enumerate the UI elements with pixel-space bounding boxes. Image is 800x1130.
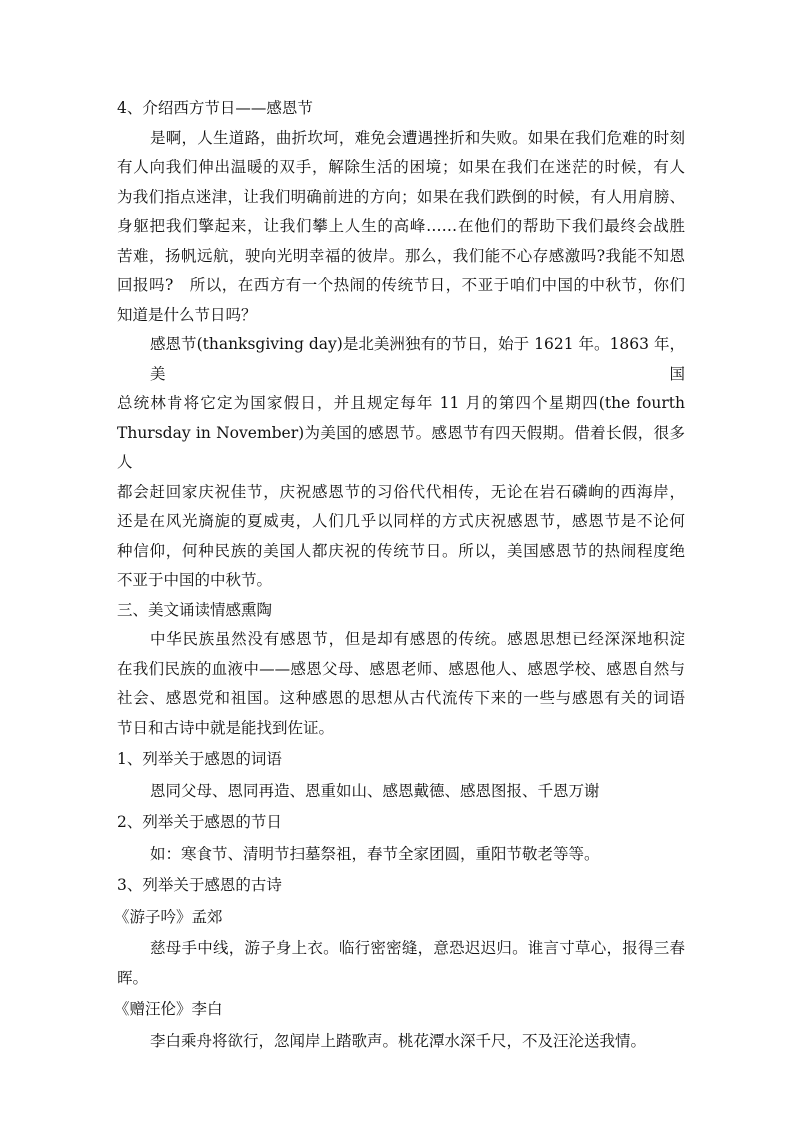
- paragraph-line: 身躯把我们擎起来，让我们攀上人生的高峰……在他们的帮助下我们最终会战胜: [117, 217, 685, 235]
- paragraph-line: 都会赶回家庆祝佳节，庆祝感恩节的习俗代代相传，无论在岩石磷峋的西海岸，: [117, 482, 685, 501]
- paragraph-line: 感恩节(thanksgiving day)是北美洲独有的节日，始于 1621 年。1863 年，美国: [150, 335, 685, 383]
- document-body: [114, 94, 685, 1056]
- paragraph-line: 还是在风光旖旎的夏威夷，人们几乎以同样的方式庆祝感恩节，感恩节是不论何: [117, 512, 685, 530]
- paragraph-line: 在我们民族的血液中——感恩父母、感恩老师、感恩他人、感恩学校、感恩自然与: [117, 659, 685, 678]
- section-heading-reading: 三、美文诵读情感熏陶: [117, 600, 273, 619]
- paragraph-line: 种信仰，何种民族的美国人都庆祝的传统节日。所以，美国感恩节的热闹程度绝: [117, 541, 685, 560]
- paragraph-line: Thursday in November)为美国的感恩节。感恩节有四天假期。借着长假，很多人: [117, 423, 685, 471]
- paragraph-line: 有人向我们伸出温暖的双手，解除生活的困境；如果在我们在迷茫的时候，有人: [117, 158, 685, 176]
- poem-title-zengwanglun: 《赠汪伦》李白: [114, 1000, 223, 1018]
- paragraph-line: 为我们指点迷津，让我们明确前进的方向；如果在我们跌倒的时候，有人用肩膀、: [117, 187, 685, 206]
- paragraph-line: 回报吗? 所以，在西方有一个热闹的传统节日，不亚于咱们中国的中秋节，你们: [117, 276, 685, 294]
- paragraph-line: 节日和古诗中就是能找到佐证。: [117, 718, 335, 737]
- paragraph-line: 中华民族虽然没有感恩节，但是却有感恩的传统。感恩思想已经深深地积淀: [150, 630, 685, 648]
- list-content-words: 恩同父母、恩同再造、恩重如山、感恩戴德、感恩图报、千恩万谢: [150, 781, 600, 800]
- paragraph-chinese-gratitude: [117, 625, 685, 743]
- section-heading-thanksgiving: 4、介绍西方节日——感恩节: [117, 99, 313, 117]
- paragraph-thanksgiving-history: [117, 330, 685, 596]
- paragraph-line: 苦难，扬帆远航，驶向光明幸福的彼岸。那么，我们能不心存感激吗?我能不知恩: [117, 246, 685, 265]
- poem-text-line: 李白乘舟将欲行，忽闻岸上踏歌声。桃花潭水深千尺，不及汪沦送我情。: [150, 1031, 647, 1050]
- poem-text-line: 慈母手中线，游子身上衣。临行密密缝，意恐迟迟归。谁言寸草心，报得三春: [150, 939, 685, 957]
- list-heading-festivals: 2、列举关于感恩的节日: [117, 813, 282, 831]
- paragraph-line: 总统林肯将它定为国家假日，并且规定每年 11 月的第四个星期四(the fourth: [117, 394, 685, 412]
- paragraph-line: 知道是什么节日吗？: [117, 305, 257, 324]
- paragraph-gratitude-intro: [117, 124, 685, 331]
- paragraph-line: 不亚于中国的中秋节。: [117, 571, 273, 589]
- list-content-festivals: 如：寒食节、清明节扫墓祭祖，春节全家团圆，重阳节敬老等等。: [150, 844, 600, 863]
- paragraph-line: 是啊，人生道路，曲折坎坷，难免会遭遇挫折和失败。如果在我们危难的时刻: [150, 128, 685, 147]
- list-heading-words: 1、列举关于感恩的词语: [117, 750, 282, 768]
- poem-title-youziyin: 《游子吟》孟郊: [114, 907, 223, 926]
- poem-text-line: 晖。: [117, 968, 149, 987]
- list-heading-poems: 3、列举关于感恩的古诗: [117, 876, 282, 894]
- paragraph-line: 社会、感恩党和祖国。这种感恩的思想从古代流传下来的一些与感恩有关的词语: [117, 689, 685, 707]
